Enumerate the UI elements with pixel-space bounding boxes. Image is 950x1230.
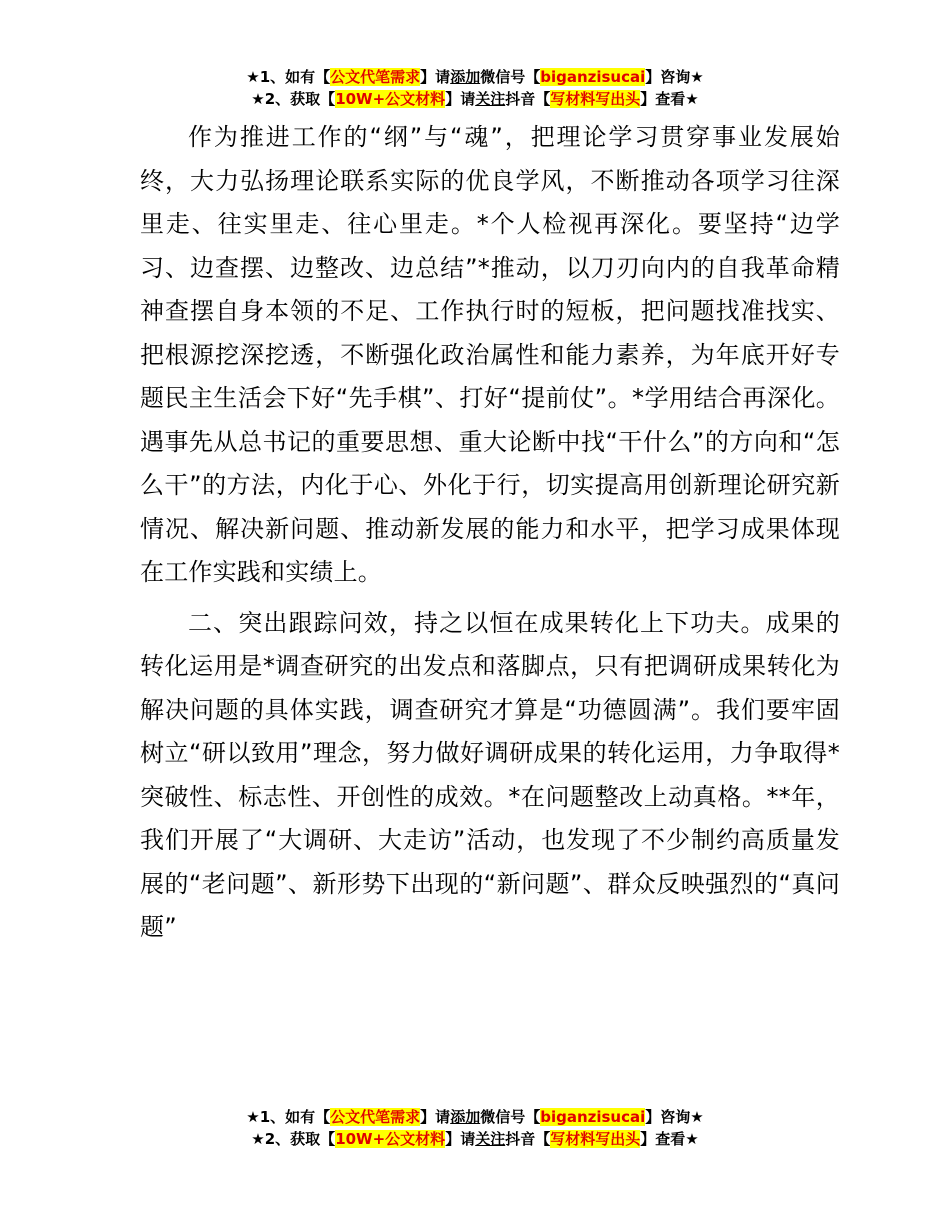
underlined-text: 关注 [475,90,506,108]
banner-text: 2、获取【 [264,1130,336,1148]
star-icon: ★ [246,1108,260,1126]
banner-text: 】查看★ [640,90,699,108]
banner-text: 】请 [445,1130,476,1148]
banner-text: 】请 [420,1108,451,1126]
document-body [140,116,840,950]
header-banner [0,66,950,110]
banner-text: 抖音【 [505,90,551,108]
highlight-materials: 10W+公文材料 [335,90,446,108]
banner-text: 】咨询★ [645,68,704,86]
banner-line-2 [0,1128,950,1150]
highlight-service: 公文代笔需求 [330,68,421,86]
banner-text: 1、如有【 [259,1108,331,1126]
banner-line-2 [0,88,950,110]
star-icon: ★ [251,90,265,108]
highlight-wechat-id: biganzisucai [540,68,646,86]
banner-text: 微信号【 [480,1108,541,1126]
star-icon: ★ [246,68,260,86]
paragraph: 二、突出跟踪问效，持之以恒在成果转化上下功夫。成果的转化运用是*调查研究的出发点和落脚点，只有把调研成果转化为解决问题的具体实践，调查研究才算是“功德圆满”。我们要牢固树立“研以致用”理念，努力做好调研成果的转化运用，力争取得*突破性、标志性、开创性的成效。*在问题整改上动真格。**年，我们开展了“大调研、大走访”活动，也发现了不少制约高质量发展的“老问题”、新形势下出现的“新问题”、群众反映强烈的“真问题” [140,608,840,941]
banner-line-1 [0,1106,950,1128]
banner-text: 微信号【 [480,68,541,86]
banner-text: 】请 [420,68,451,86]
banner-text: 】咨询★ [645,1108,704,1126]
banner-line-1 [0,66,950,88]
paragraph: 作为推进工作的“纲”与“魂”，把理论学习贯穿事业发展始终，大力弘扬理论联系实际的优良学风，不断推动各项学习往深里走、往实里走、往心里走。*个人检视再深化。要坚持“边学习、边查摆、边整改、边总结”*推动，以刀刃向内的自我革命精神查摆自身本领的不足、工作执行时的短板，把问题找准找实、把根源挖深挖透，不断强化政治属性和能力素养，为年底开好专题民主生活会下好“先手棋”、打好“提前仗”。*学用结合再深化。遇事先从总书记的重要思想、重大论断中找“干什么”的方向和“怎么干”的方法，内化于心、外化于行，切实提高用创新理论研究新情况、解决新问题、推动新发展的能力和水平，把学习成果体现在工作实践和实绩上。 [140,123,840,586]
banner-text: 】查看★ [640,1130,699,1148]
underlined-text: 关注 [475,1130,506,1148]
underlined-text: 添加 [450,1108,481,1126]
highlight-douyin: 写材料写出头 [550,1130,641,1148]
banner-text: 1、如有【 [259,68,331,86]
banner-text: 2、获取【 [264,90,336,108]
highlight-douyin: 写材料写出头 [550,90,641,108]
star-icon: ★ [251,1130,265,1148]
footer-banner [0,1106,950,1150]
underlined-text: 添加 [450,68,481,86]
highlight-materials: 10W+公文材料 [335,1130,446,1148]
highlight-service: 公文代笔需求 [330,1108,421,1126]
highlight-wechat-id: biganzisucai [540,1108,646,1126]
banner-text: 】请 [445,90,476,108]
banner-text: 抖音【 [505,1130,551,1148]
